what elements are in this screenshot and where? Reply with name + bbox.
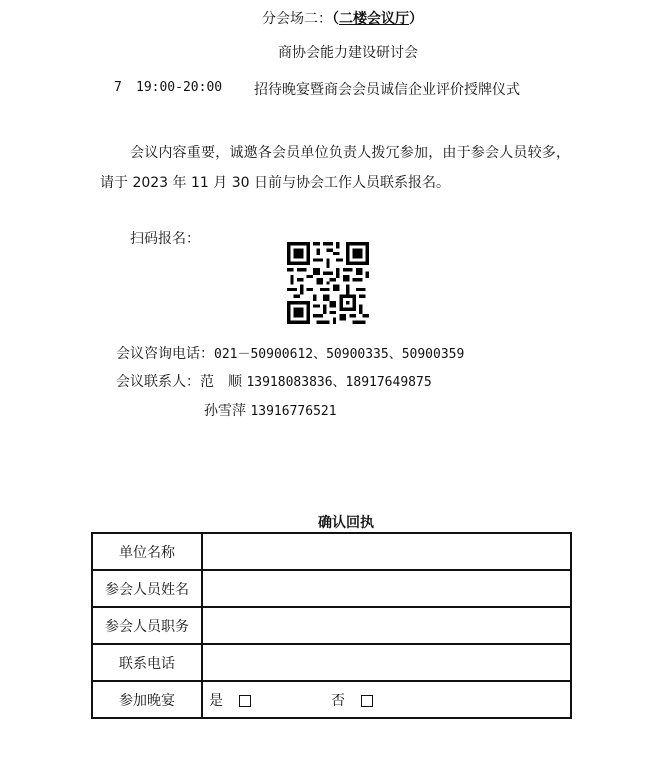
agenda-event: 招待晚宴暨商会会员诚信企业评价授牌仪式 bbox=[254, 82, 520, 98]
consult-phone bbox=[116, 343, 464, 363]
session-title: 商协会能力建设研讨会 bbox=[278, 45, 418, 61]
dinner-no-label: 否 bbox=[331, 692, 345, 709]
contact-name-1: 范 顺 bbox=[200, 374, 242, 390]
row-label: 单位名称 bbox=[92, 533, 202, 570]
invitation-line-2: 请于 2023 年 11 月 30 日前与协会工作人员联系报名。 bbox=[100, 175, 450, 191]
agenda-number: 7 bbox=[114, 80, 122, 95]
row-label: 参会人员职务 bbox=[92, 607, 202, 644]
row-label: 联系电话 bbox=[92, 644, 202, 681]
dinner-yes-label: 是 bbox=[209, 692, 223, 709]
contact-phone-2: 13916776521 bbox=[250, 404, 337, 419]
table-row bbox=[92, 533, 571, 570]
table-row bbox=[92, 607, 571, 644]
dinner-choice bbox=[202, 681, 571, 718]
consult-label: 会议咨询电话： bbox=[116, 346, 214, 362]
scan-register-label: 扫码报名： bbox=[130, 231, 200, 247]
consult-numbers: 021－50900612、50900335、50900359 bbox=[214, 347, 465, 362]
venue-title bbox=[262, 8, 423, 28]
row-label: 参加晚宴 bbox=[92, 681, 202, 718]
table-row bbox=[92, 570, 571, 607]
dinner-no-checkbox[interactable] bbox=[361, 695, 373, 707]
dinner-yes-checkbox[interactable] bbox=[239, 695, 251, 707]
phone-field[interactable] bbox=[202, 644, 571, 681]
table-row bbox=[92, 644, 571, 681]
contact-phones-1: 13918083836、18917649875 bbox=[246, 375, 432, 390]
reply-form-title: 确认回执 bbox=[318, 515, 374, 531]
contact-name-2: 孙雪萍 bbox=[204, 403, 246, 419]
row-label: 参会人员姓名 bbox=[92, 570, 202, 607]
reply-form-table bbox=[91, 532, 572, 719]
table-row bbox=[92, 681, 571, 718]
contact-person-1 bbox=[116, 371, 432, 391]
contact-label: 会议联系人： bbox=[116, 374, 200, 390]
contact-person-2 bbox=[204, 400, 337, 420]
invitation-line-1: 会议内容重要，诚邀各会员单位负责人拨冗参加，由于参会人员较多， bbox=[130, 145, 571, 161]
attendee-name-field[interactable] bbox=[202, 570, 571, 607]
venue-hall: 二楼会议厅 bbox=[339, 11, 409, 27]
company-name-field[interactable] bbox=[202, 533, 571, 570]
attendee-title-field[interactable] bbox=[202, 607, 571, 644]
agenda-time: 19:00-20:00 bbox=[136, 80, 223, 95]
venue-paren-open: （ bbox=[332, 11, 339, 27]
venue-paren-close: ） bbox=[409, 11, 423, 27]
registration-qr-code[interactable] bbox=[286, 242, 370, 324]
venue-label: 分会场二： bbox=[262, 11, 332, 27]
